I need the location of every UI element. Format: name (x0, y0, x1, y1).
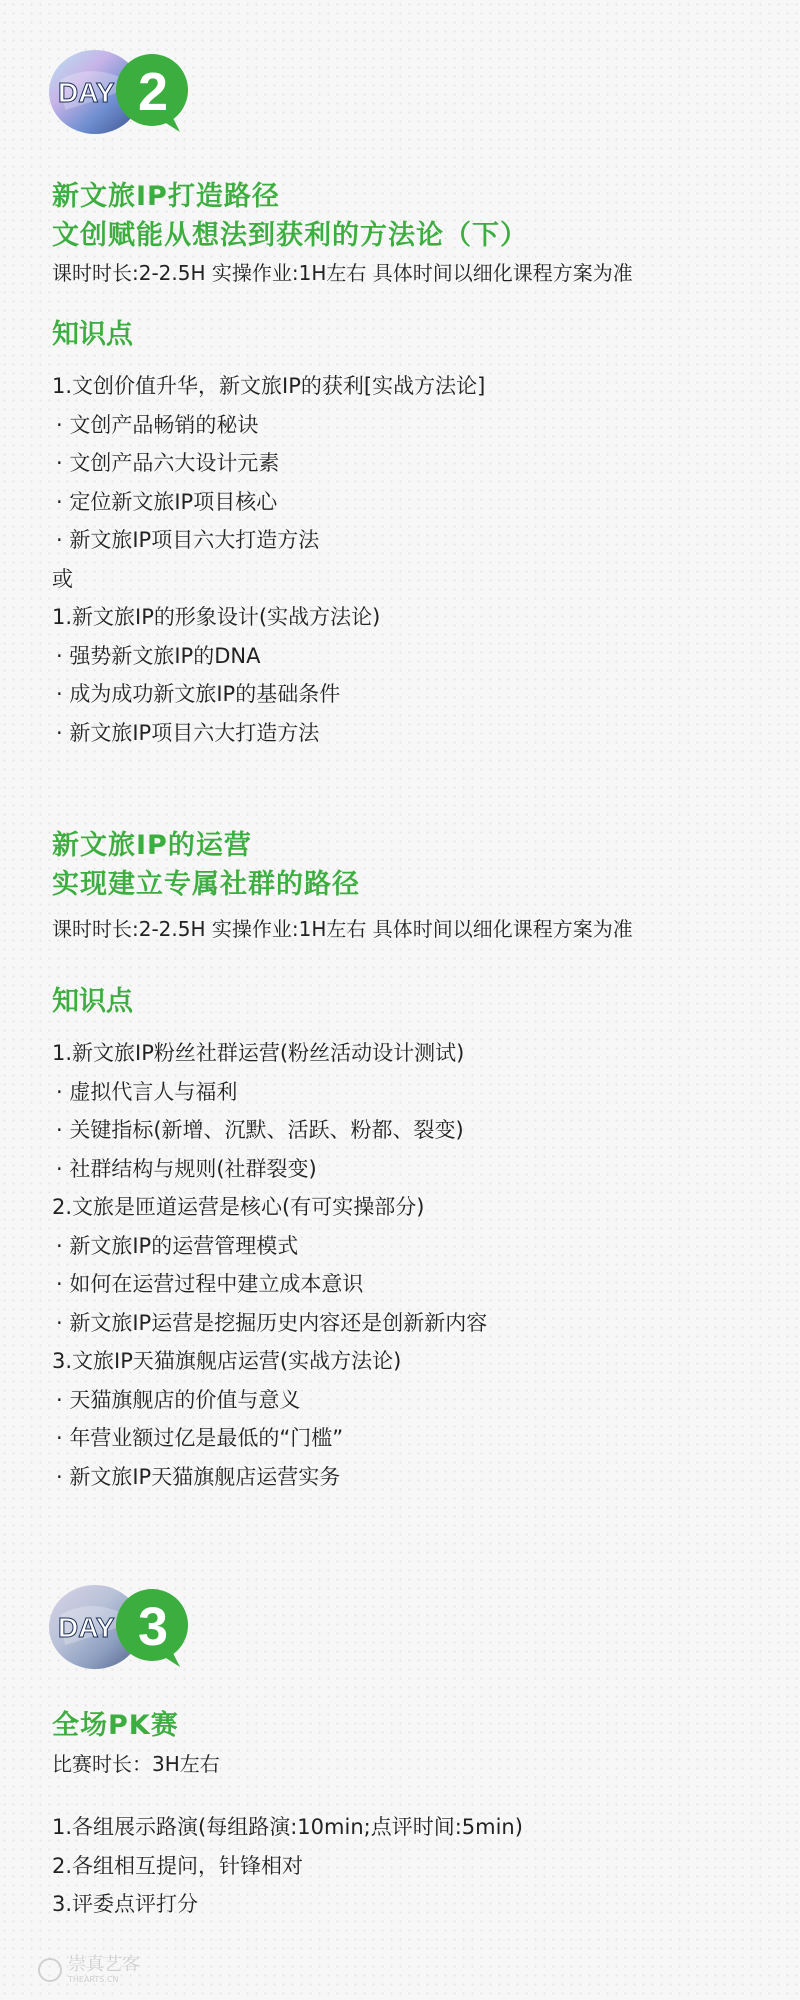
list-item: · 成为成功新文旅IP的基础条件 (56, 682, 341, 706)
svg-text:3: 3 (138, 1597, 169, 1657)
list-item: 1.各组展示路演(每组路演:10min;点评时间:5min) (52, 1815, 523, 1839)
list-item: · 虚拟代言人与福利 (56, 1079, 238, 1104)
list-item: 1.新文旅IP的形象设计(实战方法论) (52, 605, 381, 629)
list-item: 或 (52, 566, 73, 591)
list-item: · 新文旅IP运营是挖掘历史内容还是创新新内容 (56, 1310, 488, 1335)
list-item: · 如何在运营过程中建立成本意识 (56, 1272, 364, 1296)
list-item: · 文创产品六大设计元素 (56, 451, 280, 475)
course1-title-line2: 文创赋能从想法到获利的方法论（下） (52, 220, 528, 251)
day3-title: 全场PK赛 (52, 1710, 179, 1741)
watermark-main: 崇真艺客 (68, 1954, 140, 1975)
course1-meta: 课时时长:2-2.5H 实操作业:1H左右 具体时间以细化课程方案为准 (52, 261, 633, 285)
day-badge-graphic (40, 1575, 200, 1675)
list-item: 1.文创价值升华，新文旅IP的获利[实战方法论] (52, 374, 486, 398)
list-item: · 新文旅IP项目六大打造方法 (56, 720, 320, 745)
course1-title-line1: 新文旅IP打造路径 (52, 181, 280, 212)
course2-meta: 课时时长:2-2.5H 实操作业:1H左右 具体时间以细化课程方案为准 (52, 917, 633, 941)
list-item: 2.各组相互提问，针锋相对 (52, 1853, 304, 1878)
svg-text:DAY: DAY (58, 1612, 115, 1643)
list-item: · 新文旅IP的运营管理模式 (56, 1233, 299, 1258)
watermark (38, 1955, 140, 1985)
day-badge-graphic (40, 40, 200, 140)
day3-meta: 比赛时长：3H左右 (52, 1752, 220, 1776)
list-item: · 社群结构与规则(社群裂变) (56, 1156, 317, 1181)
course2-knowledge-heading: 知识点 (52, 986, 133, 1017)
course2-title-line1: 新文旅IP的运营 (52, 830, 252, 861)
svg-text:DAY: DAY (58, 77, 115, 108)
list-item: · 强势新文旅IP的DNA (56, 643, 261, 668)
list-item: · 新文旅IP天猫旗舰店运营实务 (56, 1464, 341, 1489)
course2-title-line2: 实现建立专属社群的路径 (52, 869, 360, 900)
watermark-logo-icon (38, 1958, 62, 1982)
watermark-sub: THEARTS.CN (68, 1975, 119, 1984)
list-item: 3.文旅IP天猫旗舰店运营(实战方法论) (52, 1349, 402, 1373)
course1-knowledge-heading: 知识点 (52, 319, 133, 350)
list-item: · 关键指标(新增、沉默、活跃、粉都、裂变) (56, 1118, 464, 1142)
list-item: 1.新文旅IP粉丝社群运营(粉丝活动设计测试) (52, 1041, 465, 1065)
list-item: · 新文旅IP项目六大打造方法 (56, 528, 320, 552)
list-item: · 定位新文旅IP项目核心 (56, 489, 278, 514)
day-2-badge (40, 40, 200, 140)
day-3-badge (40, 1575, 200, 1675)
watermark-text (68, 1955, 140, 1985)
day3-list (52, 1808, 523, 1924)
course1-knowledge-list (52, 367, 485, 752)
list-item: · 年营业额过亿是最低的“门槛” (56, 1426, 344, 1450)
course2-knowledge-list (52, 1034, 487, 1496)
list-item: · 天猫旗舰店的价值与意义 (56, 1387, 301, 1412)
list-item: 2.文旅是匝道运营是核心(有可实操部分) (52, 1195, 425, 1219)
svg-text:2: 2 (138, 62, 169, 122)
list-item: 3.评委点评打分 (52, 1892, 199, 1916)
list-item: · 文创产品畅销的秘诀 (56, 412, 259, 437)
